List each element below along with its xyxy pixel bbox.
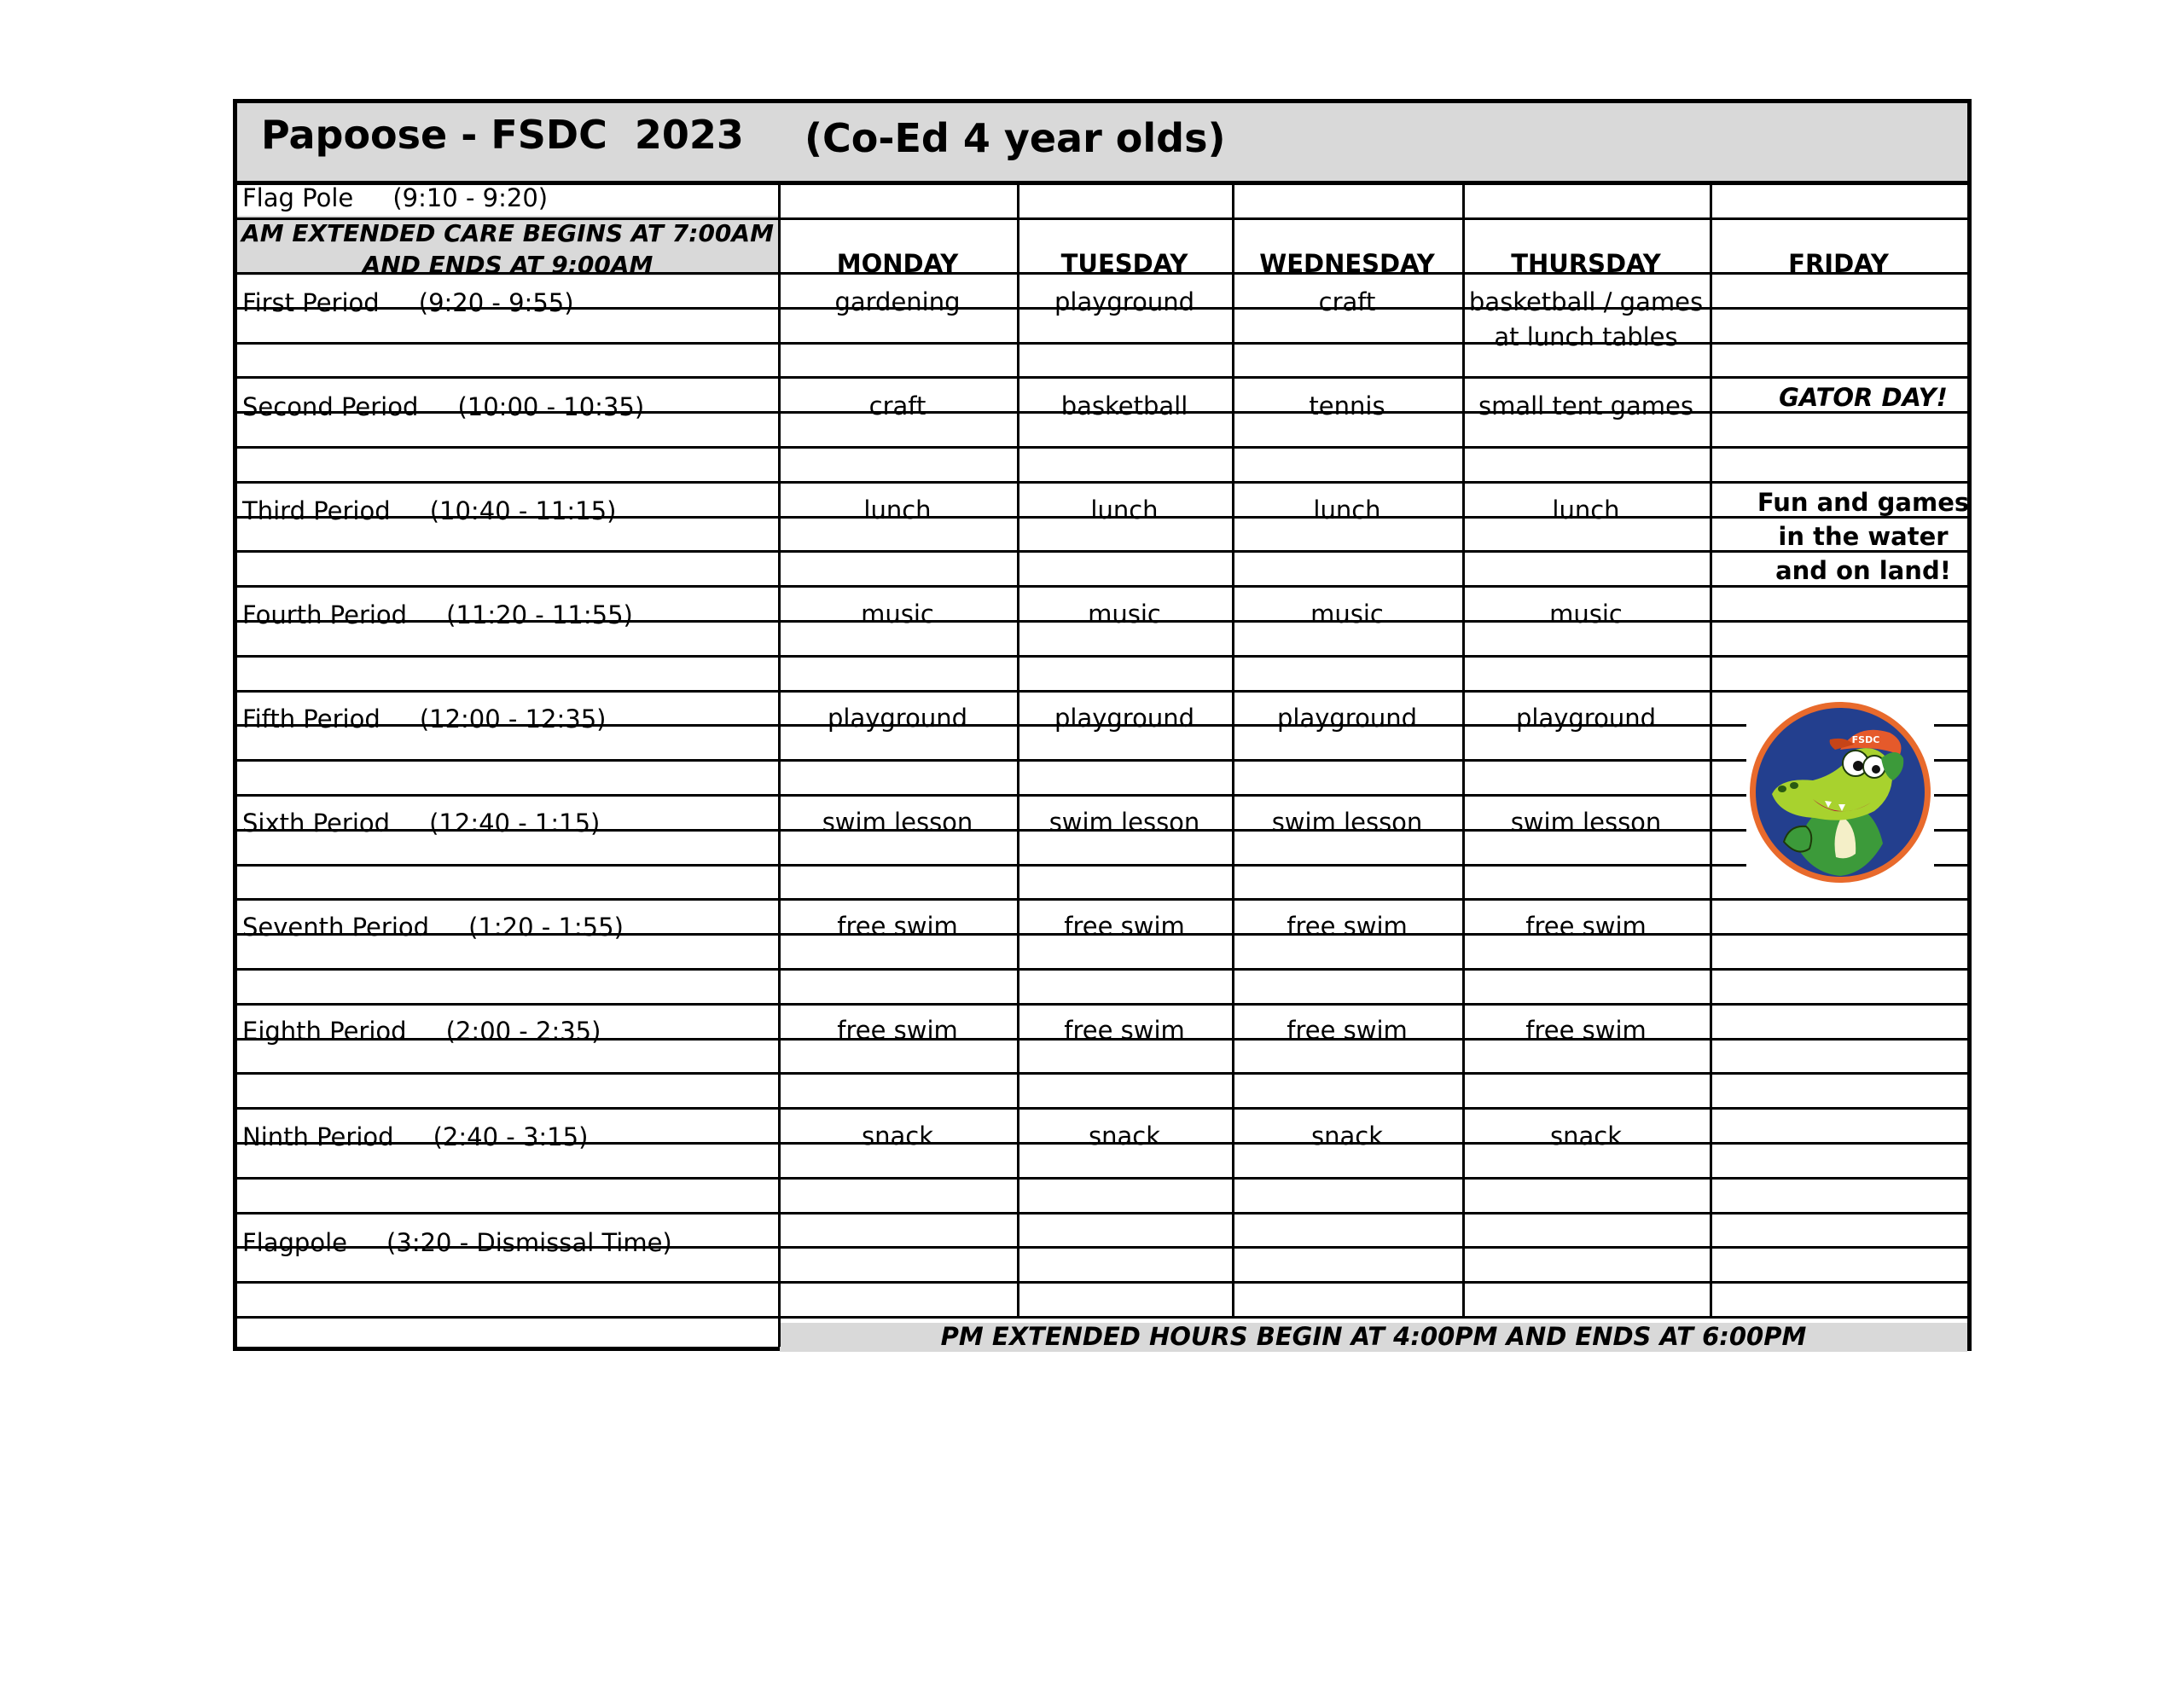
activity-cell: music <box>1310 600 1384 629</box>
day-header-friday: FRIDAY <box>1788 249 1889 278</box>
period-label: Flagpole (3:20 - Dismissal Time) <box>242 1228 672 1257</box>
period-label: Seventh Period (1:20 - 1:55) <box>242 913 624 942</box>
activity-cell: free swim <box>1064 912 1185 941</box>
day-header-wednesday: WEDNESDAY <box>1259 249 1435 278</box>
grid-rule-row <box>237 1003 1967 1006</box>
schedule-subtitle: (Co-Ed 4 year olds) <box>804 115 1226 161</box>
friday-note-line-2: in the water <box>1778 522 1949 551</box>
period-label: Flag Pole (9:10 - 9:20) <box>242 183 549 212</box>
friday-note-line-1: Fun and games <box>1757 488 1970 517</box>
pm-extended-hours-note: PM EXTENDED HOURS BEGIN AT 4:00PM AND ENDS AT 6:00PM <box>940 1322 1807 1351</box>
activity-cell: swim lesson <box>1048 808 1200 837</box>
activity-cell: swim lesson <box>822 808 973 837</box>
activity-cell: playground <box>1054 704 1194 733</box>
activity-cell: free swim <box>1287 1016 1408 1045</box>
grid-rule-row <box>237 898 1967 901</box>
activity-cell: craft <box>1318 287 1376 316</box>
activity-cell: free swim <box>1287 912 1408 941</box>
activity-cell: free swim <box>1525 1016 1647 1045</box>
activity-cell: music <box>861 600 934 629</box>
grid-rule-row <box>237 794 1967 797</box>
period-label: Second Period (10:00 - 10:35) <box>242 392 645 421</box>
period-label: Fourth Period (11:20 - 11:55) <box>242 600 633 629</box>
logo-cap-text: FSDC <box>1851 734 1880 745</box>
grid-rule-column <box>778 185 781 1347</box>
activity-cell: swim lesson <box>1271 808 1423 837</box>
day-header-thursday: THURSDAY <box>1511 249 1661 278</box>
activity-cell: basketball <box>1060 391 1188 420</box>
activity-cell: gardening <box>834 287 961 316</box>
grid-rule-row <box>237 690 1967 693</box>
grid-rule-row <box>237 1316 1967 1319</box>
period-label: Fifth Period (12:00 - 12:35) <box>242 704 607 733</box>
activity-cell: lunch <box>1552 496 1620 525</box>
grid-rule-row <box>237 446 1967 449</box>
activity-cell: basketball / games <box>1468 287 1704 316</box>
activity-cell: free swim <box>837 1016 958 1045</box>
activity-cell: craft <box>868 391 926 420</box>
activity-cell-continued: at lunch tables <box>1494 322 1678 351</box>
period-label: Ninth Period (2:40 - 3:15) <box>242 1122 589 1151</box>
activity-cell: snack <box>1311 1122 1383 1151</box>
gator-mascot-logo <box>1746 699 1934 886</box>
activity-cell: music <box>1549 600 1623 629</box>
friday-note-line-3: and on land! <box>1775 556 1951 585</box>
activity-cell: lunch <box>1313 496 1381 525</box>
activity-cell: free swim <box>1064 1016 1185 1045</box>
grid-rule-row <box>237 1107 1967 1110</box>
activity-cell: music <box>1088 600 1161 629</box>
grid-rule-row <box>237 1212 1967 1215</box>
day-header-tuesday: TUESDAY <box>1060 249 1188 278</box>
day-header-monday: MONDAY <box>836 249 959 278</box>
activity-cell: playground <box>1276 704 1417 733</box>
activity-cell: playground <box>827 704 967 733</box>
activity-cell: snack <box>1089 1122 1160 1151</box>
activity-cell: playground <box>1515 704 1656 733</box>
period-label: Third Period (10:40 - 11:15) <box>242 496 617 525</box>
activity-cell: free swim <box>1525 912 1647 941</box>
activity-cell: playground <box>1054 287 1194 316</box>
activity-cell: small tent games <box>1478 391 1694 420</box>
grid-rule-row <box>237 550 1967 553</box>
grid-rule-row <box>237 376 1967 379</box>
grid-rule-row <box>237 968 1967 971</box>
grid-rule-row <box>237 1281 1967 1284</box>
grid-rule-row <box>237 1177 1967 1180</box>
grid-rule-header-gap <box>237 217 1967 220</box>
period-label: Eighth Period (2:00 - 2:35) <box>242 1017 601 1046</box>
activity-cell: lunch <box>863 496 932 525</box>
activity-cell: snack <box>862 1122 933 1151</box>
friday-note <box>1756 485 1971 588</box>
title-band <box>237 103 1967 185</box>
grid-rule-row <box>237 864 1967 867</box>
grid-rule-row <box>237 759 1967 762</box>
friday-gator-day: GATOR DAY! <box>1779 383 1948 412</box>
am-extended-care-note <box>237 217 778 277</box>
period-label: First Period (9:20 - 9:55) <box>242 288 574 317</box>
am-note-line-2: AND ENDS AT 9:00AM <box>362 251 653 279</box>
activity-cell: snack <box>1550 1122 1622 1151</box>
grid-rule-row <box>237 1072 1967 1075</box>
activity-cell: lunch <box>1090 496 1159 525</box>
grid-rule-row <box>237 481 1967 484</box>
activity-cell: swim lesson <box>1510 808 1662 837</box>
grid-rule-row <box>237 655 1967 658</box>
schedule-title: Papoose - FSDC 2023 <box>261 112 744 158</box>
period-label: Sixth Period (12:40 - 1:15) <box>242 809 601 838</box>
activity-cell: free swim <box>837 912 958 941</box>
grid-rule-row <box>237 585 1967 588</box>
grid-rule-column <box>1710 185 1712 1318</box>
am-note-line-1: AM EXTENDED CARE BEGINS AT 7:00AM <box>241 219 774 247</box>
schedule-sheet <box>233 99 1972 1351</box>
activity-cell: tennis <box>1309 391 1385 420</box>
